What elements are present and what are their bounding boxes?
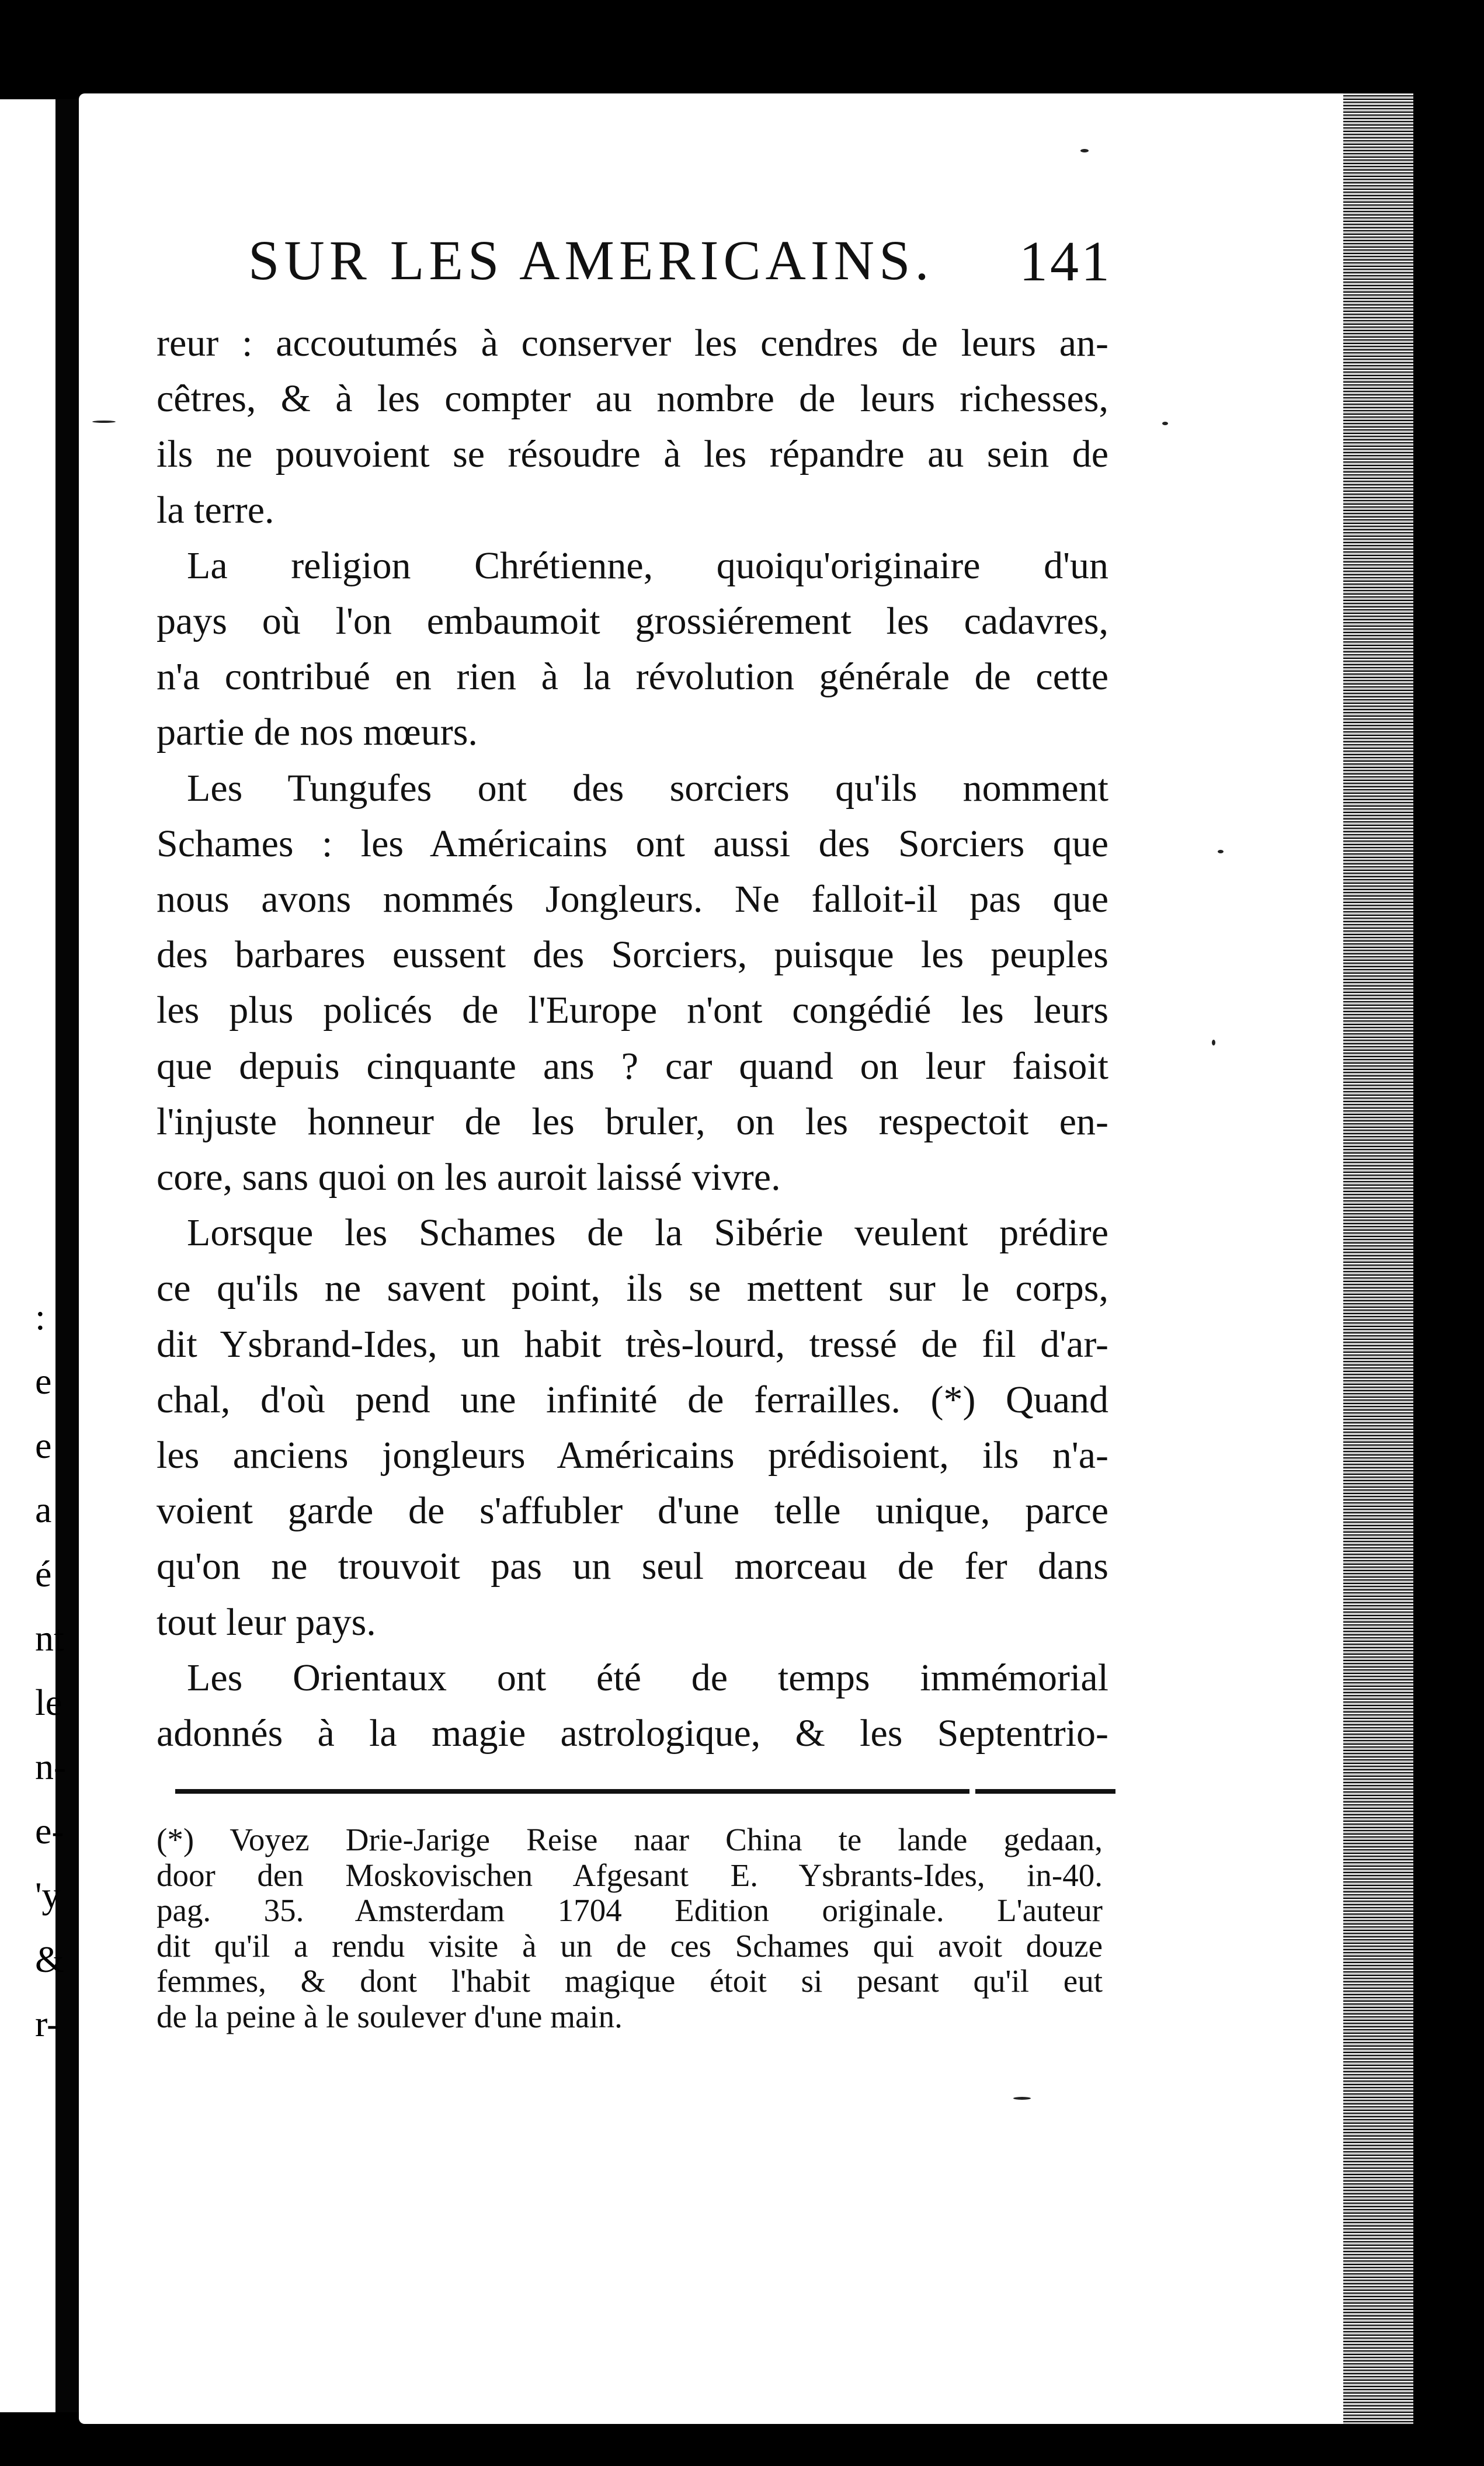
margin-fragment: e [35, 1425, 52, 1466]
margin-fragment: : [35, 1296, 46, 1338]
margin-fragment: nt [35, 1617, 64, 1659]
text-line: Schames : les Américains ont aussi des Sorciers que [157, 822, 1108, 865]
text-line: Les Tungufes ont des sorciers qu'ils nomment [187, 766, 1108, 810]
binding-gutter [55, 99, 79, 2412]
text-line: voient garde de s'affubler d'une telle unique, parce [157, 1489, 1108, 1533]
text-line: l'injuste honneur de les bruler, on les respectoit en- [157, 1100, 1108, 1143]
scan-border-right [1413, 93, 1484, 2424]
text-line: que depuis cinquante ans ? car quand on leur faisoit [157, 1044, 1108, 1088]
text-line: la terre. [157, 488, 274, 532]
text-line: chal, d'où pend une infinité de ferrailles. (*) Quand [157, 1378, 1108, 1421]
margin-fragment: le [35, 1682, 62, 1723]
margin-fragment: e- [35, 1810, 64, 1852]
margin-fragment: a [35, 1489, 52, 1530]
rule-segment [975, 1789, 1115, 1794]
text-line: cêtres, & à les compter au nombre de leurs richesses, [157, 377, 1108, 421]
footnote-line: femmes, & dont l'habit magique étoit si pesant qu'il eut [157, 1963, 1103, 1999]
margin-fragment: e [35, 1360, 52, 1402]
margin-fragment: & [35, 1939, 64, 1980]
text-line: ils ne pouvoient se résoudre à les répandre au sein de [157, 433, 1108, 476]
text-line: des barbares eussent des Sorciers, puisque les peuples [157, 933, 1108, 977]
margin-fragment: n- [35, 1746, 67, 1787]
margin-fragment: r- [35, 2003, 60, 2044]
adjacent-page-sliver [0, 99, 55, 2412]
footnote-line: de la peine à le soulever d'une main. [157, 1998, 623, 2034]
page-edge-texture [1343, 93, 1413, 2424]
footnote-separator-rule [175, 1789, 1115, 1794]
running-head-title: SUR LES AMERICAINS. [248, 229, 934, 291]
text-line: Les Orientaux ont été de temps immémorial [187, 1656, 1108, 1699]
margin-fragment: 'y [35, 1874, 61, 1916]
text-line: ce qu'ils ne savent point, ils se mettent sur le corps, [157, 1267, 1108, 1310]
text-line: partie de nos mœurs. [157, 711, 478, 754]
text-line: dit Ysbrand-Ides, un habit très-lourd, tressé de fil d'ar- [157, 1322, 1108, 1366]
text-line: les anciens jongleurs Américains prédisoient, ils n'a- [157, 1434, 1108, 1477]
margin-fragment: é [35, 1553, 52, 1595]
footnote [157, 1822, 1103, 2034]
text-line: Lorsque les Schames de la Sibérie veulent prédire [187, 1211, 1108, 1255]
text-line: adonnés à la magie astrologique, & les Septentrio- [157, 1712, 1108, 1755]
text-line: core, sans quoi on les auroit laissé vivre. [157, 1156, 781, 1199]
footnote-line: door den Moskovischen Afgesant E. Ysbrants-Ides, in-40. [157, 1857, 1103, 1893]
text-line: les plus policés de l'Europe n'ont congédié les leurs [157, 989, 1108, 1032]
adjacent-page-text-fragments [35, 1285, 99, 2056]
text-line: tout leur pays. [157, 1600, 376, 1644]
text-line: La religion Chrétienne, quoiqu'originaire d'un [187, 544, 1108, 587]
page-number: 141 [1019, 230, 1112, 293]
text-line: nous avons nommés Jongleurs. Ne falloit-il pas que [157, 878, 1108, 921]
body-text [157, 315, 1108, 1761]
text-line: qu'on ne trouvoit pas un seul morceau de fer dans [157, 1545, 1108, 1588]
footnote-line: pag. 35. Amsterdam 1704 Edition originale. L'auteur [157, 1892, 1103, 1928]
text-line: reur : accoutumés à conserver les cendres de leurs an- [157, 322, 1108, 364]
footnote-line: dit qu'il a rendu visite à un de ces Schames qui avoit douze [157, 1927, 1103, 1964]
rule-segment [175, 1789, 969, 1794]
footnote-line: (*) Voyez Drie-Jarige Reise naar China te lande gedaan, [157, 1822, 1103, 1857]
text-line: n'a contribué en rien à la révolution générale de cette [157, 655, 1108, 699]
text-line: pays où l'on embaumoit grossiérement les cadavres, [157, 600, 1108, 643]
